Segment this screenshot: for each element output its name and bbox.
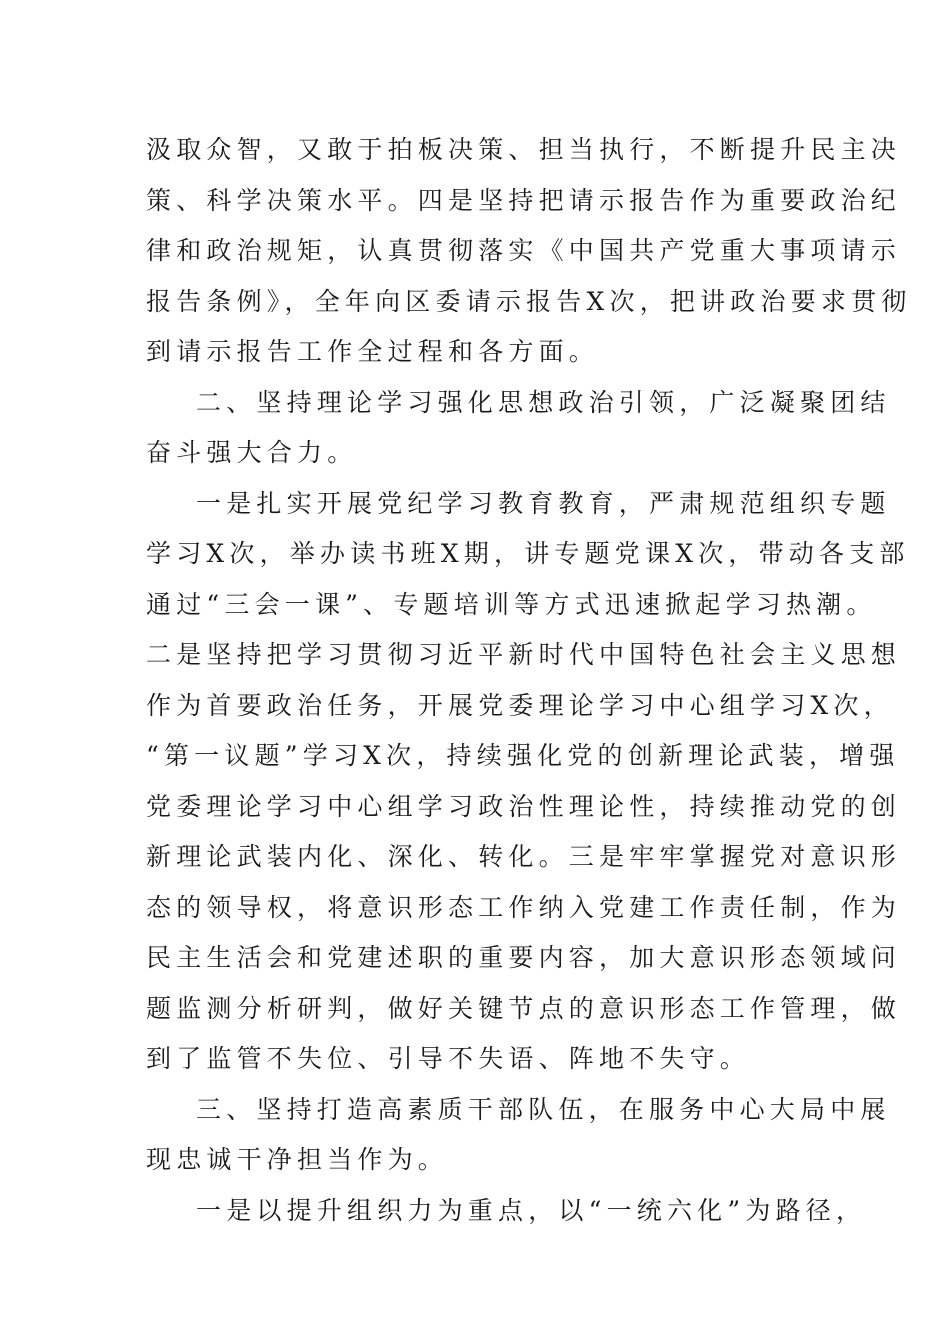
paragraph-line: 到了监管不失位、引导不失语、阵地不失守。 [146, 1044, 751, 1073]
paragraph-line: 党委理论学习中心组学习政治性理论性，持续推动党的创 [146, 791, 902, 821]
paragraph-line: 民主生活会和党建述职的重要内容，加大意识形态领域问 [146, 943, 902, 972]
paragraph-line: 到请示报告工作全过程和各方面。 [146, 337, 600, 366]
paragraph-line: 一是以提升组织力为重点，以“一统六化”为路径， [196, 1195, 867, 1225]
document-body [146, 125, 912, 1236]
paragraph-line: 报告条例》，全年向区委请示报告X次，把讲政治要求贯彻 [146, 286, 912, 316]
paragraph-line: 策、科学决策水平。四是坚持把请示报告作为重要政治纪 [146, 185, 902, 215]
paragraph-line: 学习X次，举办读书班X期，讲专题党课X次，带动各支部 [146, 539, 910, 568]
section-heading-line: 三、坚持打造高素质干部队伍，在服务中心大局中展 [196, 1094, 891, 1124]
section-heading-line: 奋斗强大合力。 [146, 438, 358, 467]
section-heading-line: 现忠诚干净担当作为。 [146, 1145, 449, 1174]
section-heading-line: 二、坚持理论学习强化思想政治引领，广泛凝聚团结 [196, 387, 891, 417]
paragraph-line: 汲取众智，又敢于拍板决策、担当执行，不断提升民主决 [146, 135, 902, 164]
paragraph-line: 二是坚持把学习贯彻习近平新时代中国特色社会主义思想 [146, 640, 902, 669]
paragraph-line: 态的领导权，将意识形态工作纳入党建工作责任制，作为 [146, 892, 902, 922]
paragraph-line: 律和政治规矩，认真贯彻落实《中国共产党重大事项请示 [146, 236, 902, 265]
paragraph-line: 题监测分析研判，做好关键节点的意识形态工作管理，做 [146, 993, 902, 1023]
paragraph-line: 通过“三会一课”、专题培训等方式迅速掀起学习热潮。 [146, 589, 877, 619]
paragraph-line: 一是扎实开展党纪学习教育教育，严肃规范组织专题 [196, 488, 891, 518]
paragraph-line: 新理论武装内化、深化、转化。三是牢牢掌握党对意识形 [146, 842, 902, 871]
paragraph-line: “第一议题”学习X次，持续强化党的创新理论武装，增强 [146, 741, 900, 770]
paragraph-line: 作为首要政治任务，开展党委理论学习中心组学习X次， [146, 690, 894, 720]
